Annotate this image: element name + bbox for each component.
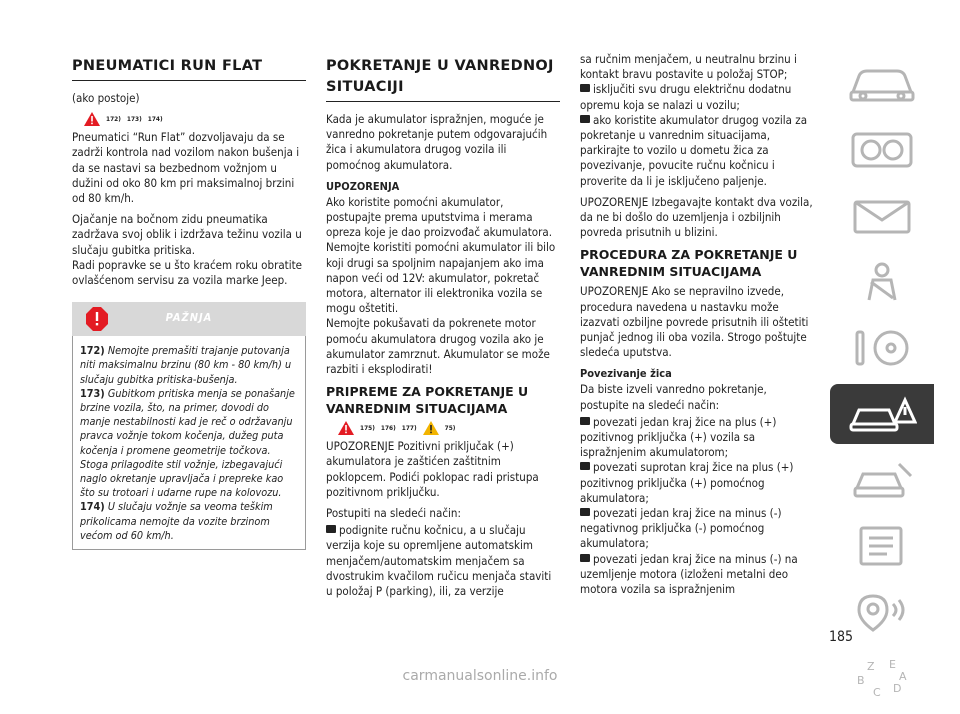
bullet-icon: [580, 417, 590, 425]
ref-75[interactable]: 75): [444, 424, 456, 433]
tab-safety[interactable]: [830, 252, 934, 312]
steering-wheel-icon: [847, 326, 917, 370]
list-item: povezati jedan kraj žice na minus (-) negativnog priključka (-) pomoćnog akumulatora;: [580, 506, 782, 551]
subheading-warnings: UPOZORENJA: [326, 179, 400, 193]
page-number: 185: [829, 629, 854, 645]
svg-text:E: E: [889, 658, 896, 671]
warning-refs: [338, 421, 560, 435]
warning-triangle-icon: [338, 421, 354, 435]
list-item: isključiti svu drugu električnu dodatnu opremu koja se nalazi u vozilu;: [580, 82, 792, 112]
list-item: povezati jedan kraj žice na plus (+) pozitivnog priključka (+) vozila sa ispražnjenim akumulatorom;: [580, 414, 777, 460]
dashboard-icon: [847, 128, 917, 172]
paragraph: Postupiti na sledeći način:: [326, 506, 461, 521]
bullet-icon: [580, 508, 590, 516]
paragraph: Nemojte koristiti pomoćni akumulator ili bilo koji drugi sa spoljnim napajanjem ako ima napon veći od 12V: akumulator, pokretač motora, alternator ili elektronika vozila se mogu oštetiti.: [326, 240, 556, 316]
ref-177[interactable]: 177): [401, 424, 417, 433]
note-item: 174) U slučaju vožnje sa veoma teškim prikolicama nemojte da vozite brzinom većom od 60 km/h.: [80, 500, 273, 542]
checklist-icon: [847, 524, 917, 568]
tab-vehicle-overview[interactable]: [830, 54, 934, 114]
tab-technical-data[interactable]: [830, 516, 934, 576]
heading-run-flat: PNEUMATICI RUN FLAT: [72, 56, 306, 81]
svg-text:D: D: [893, 682, 902, 695]
paragraph: Pneumatici “Run Flat” dozvoljavaju da se zadrži kontrola nad vozilom nakon bušenja i da se nastavi sa bezbednom vožnjom u dužini od oko 80 km pri maksimalnoj brzini od 80 km/h.: [72, 130, 300, 206]
paragraph: UPOZORENJE Ako se nepravilno izvede, procedura navedena u nastavku može izazvati ozbiljne povrede prisutnih ili oštetiti punjač jednog ili oba vozila. Strogo poštujte sledeća uputstva.: [580, 284, 809, 360]
list-item: povezati jedan kraj žice na minus (-) na uzemljenje motora (izloženi metalni deo motora vozila sa ispražnjenim: [580, 551, 798, 597]
tab-controls[interactable]: [830, 120, 934, 180]
paragraph: Radi popravke se u što kraćem roku obratite ovlašćenom servisu za vozila marke Jeep.: [72, 257, 303, 288]
bullet-icon: [580, 462, 590, 470]
paragraph: Ojačanje na bočnom zidu pneumatika zadržava svoj oblik i izdržava težinu vozila u slučaju gubitka pritiska.: [72, 212, 302, 257]
car-icon: [847, 62, 917, 106]
seatbelt-icon: [847, 260, 917, 304]
column-1: [72, 56, 306, 550]
car-service-icon: [847, 458, 917, 502]
note-label: PAŽNJA: [165, 311, 213, 325]
caution-triangle-icon: [423, 421, 439, 435]
tab-driving[interactable]: [830, 318, 934, 378]
list-item: ako koristite akumulator drugog vozila za pokretanje u vanrednim situacijama, parkirajte to vozilo u dometu žica za povezivanje, povucite ručnu kočnicu i proverite da li je isključeno paljenje.: [580, 112, 808, 188]
heading-procedure: PROCEDURA ZA POKRETANJE U VANREDNIM SITUACIJAMA: [580, 247, 798, 280]
svg-text:Z: Z: [867, 660, 875, 673]
emergency-car-icon: [847, 392, 917, 436]
ref-172[interactable]: 172): [106, 115, 121, 124]
bullet-icon: [580, 554, 590, 562]
paragraph: sa ručnim menjačem, u neutralnu brzinu i kontakt bravu postavite u položaj STOP;: [580, 52, 797, 82]
bullet-icon: [326, 525, 336, 533]
warning-note-header: [72, 302, 306, 336]
heading-preparations: PRIPREME ZA POKRETANJE U VANREDNIM SITUACIJAMA: [326, 384, 529, 417]
column-2: [326, 56, 560, 605]
subheading-connecting: Povezivanje žica: [580, 367, 672, 381]
paragraph: Da biste izveli vanredno pokretanje, postupite na sledeći način:: [580, 382, 767, 412]
paragraph: UPOZORENJE Izbegavajte kontakt dva vozila, da ne bi došlo do uzemljenja i ozbiljnih povreda prisutnih u blizini.: [580, 194, 813, 240]
ref-175[interactable]: 175): [360, 424, 375, 433]
tab-maintenance[interactable]: [830, 450, 934, 510]
svg-text:C: C: [873, 686, 881, 699]
tab-warning-lights[interactable]: [830, 186, 934, 246]
note-item: 173) Gubitkom pritiska menja se ponašanje brzine vozila, što, na primer, dovodi do manje nestabilnosti kad je reč o održavanju pravca vožnje tokom kočenja, dužeg puta kočenja i promene geometrije točkova. Stoga prilagodite stil vožnje, izbegavajući naglo okretanje upravljača i prepreke kao što su trotoari i udarne rupe na kolovozu.: [80, 386, 295, 500]
heading-emergency-start: POKRETANJE U VANREDNOJ SITUACIJI: [326, 56, 560, 102]
watermark: carmanualsonline.info: [402, 668, 558, 684]
warning-refs: [84, 112, 306, 126]
paragraph: Nemojte pokušavati da pokrenete motor pomoću akumulatora drugog vozila ako je akumulator zamrznut. Akumulator se može razbiti i eksplodirati!: [326, 316, 550, 377]
bullet-icon: [580, 84, 590, 92]
svg-text:A: A: [899, 670, 907, 683]
warning-note-body: [72, 336, 306, 550]
list-item: povezati suprotan kraj žice na plus (+) pozitivnog priključka (+) pomoćnog akumulatora;: [580, 460, 794, 505]
paragraph: Ako koristite pomoćni akumulator, postupajte prema uputstvima i merama opreza koje je dao proizvođač akumulatora.: [326, 194, 552, 240]
envelope-warning-icon: [847, 194, 917, 238]
svg-text:B: B: [857, 674, 865, 687]
note-item: 172) Nemojte premašiti trajanje putovanja niti maksimalnu brzinu (80 km - 80 km/h) u slučaju gubitka pritiska-bušenja.: [80, 344, 292, 386]
warning-triangle-icon: [84, 112, 100, 126]
list-item: podignite ručnu kočnicu, a u slučaju verzija koje su opremljene automatskim menjačem/automatskim menjačem sa dvostrukim kvačilom ručicu menjača staviti u položaj P (parking), ili, za verzije: [326, 523, 552, 599]
ref-176[interactable]: 176): [380, 424, 396, 433]
paragraph: UPOZORENJE Pozitivni priključak (+) akumulatora je zaštićen zaštitnim poklopcem. Podići poklopac radi pristupa pozitivnom priključku.: [326, 439, 539, 499]
tab-emergency[interactable]: [830, 384, 934, 444]
column-3: [580, 52, 814, 603]
availability-note: (ako postoje): [72, 91, 140, 105]
navigation-icon: [847, 590, 917, 634]
bullet-icon: [580, 115, 590, 123]
paragraph: Kada je akumulator ispražnjen, moguće je vanredno pokretanje putem odgovarajućih žica i akumulatora drugog vozila ili pomoćnog akumulatora.: [326, 112, 548, 172]
chapter-tabs: [830, 54, 934, 714]
ref-173[interactable]: 173): [126, 115, 142, 124]
ref-174[interactable]: 174): [147, 115, 163, 124]
